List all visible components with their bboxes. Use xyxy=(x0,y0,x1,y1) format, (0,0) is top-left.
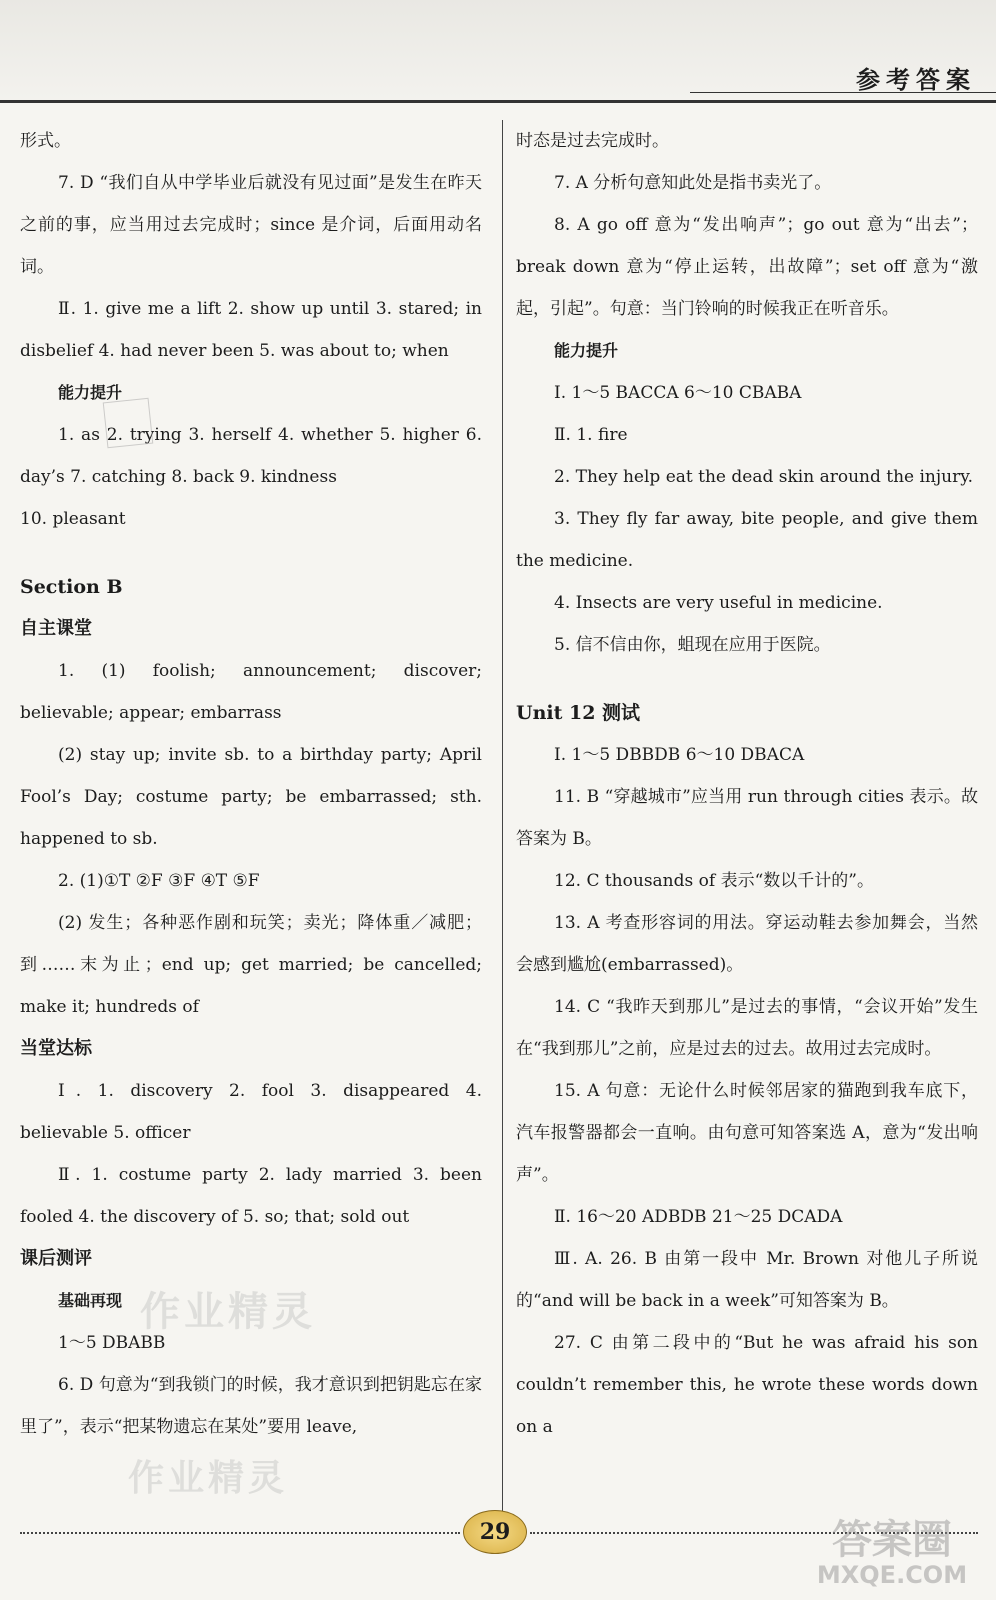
answer-item: Ⅱ. 1. costume party 2. lady married 3. been fooled 4. the discovery of 5. so; that; sold out xyxy=(20,1165,482,1227)
watermark-logo xyxy=(802,1518,982,1590)
subsection-heading: 基础再现 xyxy=(58,1291,123,1310)
section-subheading: 自主课堂 xyxy=(20,618,92,639)
right-column xyxy=(516,120,978,1448)
answer-item: 15. A 句意：无论什么时候邻居家的猫跑到我车底下，汽车报警器都会一直响。由句意可知答案选 A，意为“发出响声”。 xyxy=(516,1081,978,1185)
footer-dotted-line xyxy=(20,1532,460,1534)
text-line: 时态是过去完成时。 xyxy=(516,131,669,151)
answer-item: 11. B “穿越城市”应当用 run through cities 表示。故答案为 B。 xyxy=(516,787,978,849)
answer-item: 1～5 DBABB xyxy=(58,1333,166,1353)
answer-item: Ⅱ. 1. give me a lift 2. show up until 3. stared; in disbelief 4. had never been 5. was about to; when xyxy=(20,299,482,361)
answer-item: Ⅲ. A. 26. B 由第一段中 Mr. Brown 对他儿子所说的“and will be back in a week”可知答案为 B。 xyxy=(516,1249,978,1311)
answer-item: Ⅱ. 16～20 ADBDB 21～25 DCADA xyxy=(554,1207,843,1227)
section-subheading: 课后测评 xyxy=(20,1248,92,1269)
answer-item: Ⅰ. 1. discovery 2. fool 3. disappeared 4. believable 5. officer xyxy=(20,1081,482,1143)
section-subheading: 当堂达标 xyxy=(20,1038,92,1059)
answer-item: 4. Insects are very useful in medicine. xyxy=(554,593,883,613)
page-header-title: 参考答案 xyxy=(856,66,976,94)
answer-item: Ⅰ. 1～5 BACCA 6～10 CBABA xyxy=(554,383,802,403)
answer-item: 6. D 句意为“到我锁门的时候，我才意识到把钥匙忘在家里了”，表示“把某物遗忘在某处”要用 leave, xyxy=(20,1375,482,1437)
column-divider xyxy=(502,120,503,1520)
header-bar xyxy=(0,0,996,100)
watermark-logo-url: MXQE.COM xyxy=(816,1561,968,1589)
answer-item: 1. as 2. trying 3. herself 4. whether 5. higher 6. day’s 7. catching 8. back 9. kindness xyxy=(20,425,482,487)
section-heading: Unit 12 测试 xyxy=(516,702,641,724)
watermark-text: 作业精灵 xyxy=(140,1289,316,1335)
text-line: 形式。 xyxy=(20,131,71,151)
watermark-logo-text: 答案圈 xyxy=(832,1517,952,1563)
header-rule-thin xyxy=(690,92,996,93)
stamp-mark xyxy=(103,398,154,449)
spacer xyxy=(516,666,978,692)
answer-item: 7. D “我们自从中学毕业后就没有见过面”是发生在昨天之前的事，应当用过去完成时；since 是介词，后面用动名词。 xyxy=(20,173,482,277)
subsection-heading: 能力提升 xyxy=(58,383,123,402)
answer-item: (2) stay up; invite sb. to a birthday party; April Fool’s Day; costume party; be embarrassed; sth. happened to sb. xyxy=(20,745,482,849)
answer-item: 2. They help eat the dead skin around the injury. xyxy=(554,467,973,487)
header-rule xyxy=(0,100,996,103)
answer-item: 2. (1)①T ②F ③F ④T ⑤F xyxy=(58,871,260,891)
watermark-text: 作业精灵 xyxy=(128,1458,289,1499)
subsection-heading: 能力提升 xyxy=(554,341,619,360)
answer-item: 14. C “我昨天到那儿”是过去的事情，“会议开始”发生在“我到那儿”之前，应是过去的过去。故用过去完成时。 xyxy=(516,997,978,1059)
spacer xyxy=(20,540,482,566)
answer-item: 12. C thousands of 表示“数以千计的”。 xyxy=(554,871,874,891)
answer-item: 10. pleasant xyxy=(20,509,126,529)
answer-item: 7. A 分析句意知此处是指书卖光了。 xyxy=(554,173,832,193)
answer-item: (2) 发生；各种恶作剧和玩笑；卖光；降体重／减肥；到……末为止；end up; get married; be cancelled; make it; hundreds of xyxy=(20,913,482,1017)
answer-item: 27. C 由第二段中的“But he was afraid his son couldn’t remember this, he wrote these words down on a xyxy=(516,1333,978,1437)
answer-item: Ⅱ. 1. fire xyxy=(554,425,628,445)
page-number-badge: 29 xyxy=(463,1510,527,1554)
answer-item: 1. (1) foolish; announcement; discover; believable; appear; embarrass xyxy=(20,661,482,723)
answer-item: 5. 信不信由你，蛆现在应用于医院。 xyxy=(554,635,831,655)
section-heading: Section B xyxy=(20,576,123,598)
answer-item: Ⅰ. 1～5 DBBDB 6～10 DBACA xyxy=(554,745,805,765)
answer-item: 3. They fly far away, bite people, and give them the medicine. xyxy=(516,509,978,571)
left-column xyxy=(20,120,482,1448)
answer-item: 8. A go off 意为“发出响声”；go out 意为“出去”；break down 意为“停止运转，出故障”；set off 意为“激起，引起”。句意：当门铃响的时候我正在听音乐。 xyxy=(516,215,978,319)
answer-item: 13. A 考查形容词的用法。穿运动鞋去参加舞会，当然会感到尴尬(embarrassed)。 xyxy=(516,913,978,975)
